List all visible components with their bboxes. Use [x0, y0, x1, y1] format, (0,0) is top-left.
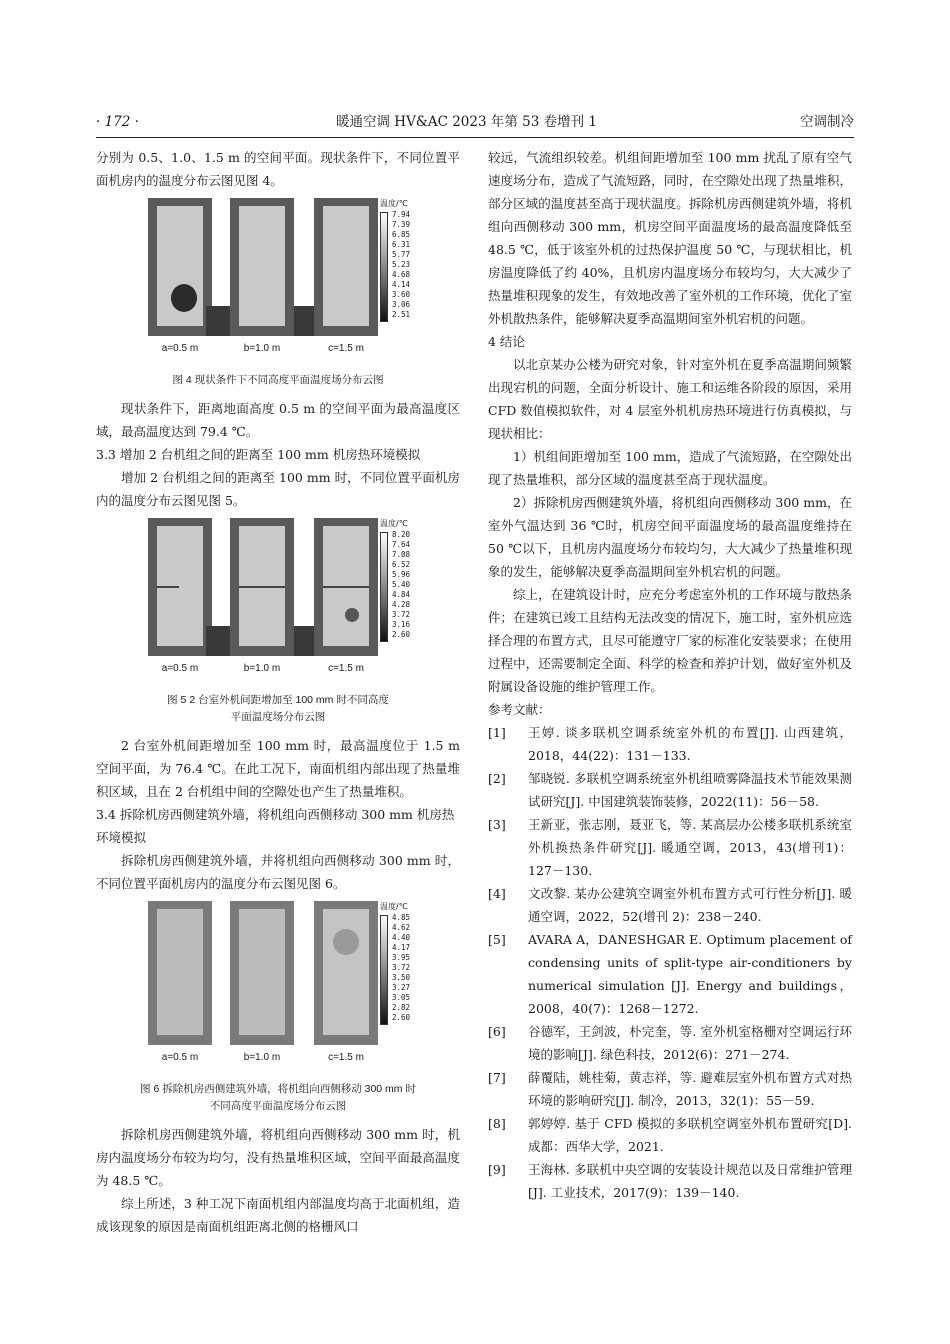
- left-column: [96, 146, 460, 1238]
- temperature-legend: [380, 518, 440, 639]
- legend-value: 7.39: [392, 220, 411, 229]
- panel-label: a=0.5 m: [161, 343, 199, 354]
- contour-panel-a: [148, 518, 212, 656]
- warm-spot: [333, 929, 359, 955]
- room-recess: [206, 306, 232, 336]
- paragraph: 综上，在建筑设计时，应充分考虑室外机的工作环境与散热条件；在建筑已竣工且结构无法改变的情况下，施工时，室外机应选择合理的布置方式，且尽可能遵守厂家的标准化安装要求；在使用过程中，还需要制定全面、科学的检查和养护计划，做好室外机及附属设备设施的维护管理工作。: [488, 587, 852, 694]
- legend-value: 3.27: [392, 983, 411, 992]
- legend-value: 5.96: [392, 570, 411, 579]
- paragraph: 综上所述，3 种工况下南面机组内部温度均高于北面机组，造成该现象的原因是南面机组距离北侧的格栅风口: [96, 1196, 460, 1234]
- legend-colorbar: [380, 532, 388, 642]
- reference-item: [488, 767, 852, 813]
- legend-value: 3.05: [392, 993, 411, 1002]
- temperature-legend: [380, 198, 440, 319]
- legend-value: 7.64: [392, 540, 411, 549]
- contour-panel-c: [314, 901, 378, 1045]
- legend-value: 3.06: [392, 300, 411, 309]
- legend-value: 3.16: [392, 620, 411, 629]
- reference-number: [6]: [488, 1024, 506, 1039]
- legend-value: 5.40: [392, 580, 411, 589]
- panel-label: c=1.5 m: [328, 343, 364, 354]
- figure-5: [148, 518, 411, 690]
- section-name: 空调制冷: [800, 114, 854, 130]
- legend-value: 3.50: [392, 973, 411, 982]
- reference-item: [488, 1158, 852, 1204]
- legend-value: 3.72: [392, 610, 411, 619]
- figure-caption: [96, 692, 460, 726]
- contour-panel-b: [230, 518, 294, 656]
- references-heading: 参考文献：: [488, 702, 551, 717]
- paragraph: 1）机组间距增加至 100 mm，造成了气流短路，在空隙处出现了热量堆积，部分区域的温度甚至高于现状温度。: [488, 449, 852, 487]
- journal-title: 暖通空调 HV&AC 2023 年第 53 卷增刊 1: [336, 114, 597, 130]
- panel-label: a=0.5 m: [161, 1052, 199, 1063]
- contour-field: [157, 526, 203, 646]
- figure-6: [148, 901, 411, 1079]
- caption-line: 平面温度场分布云图: [230, 711, 326, 723]
- warm-spot: [345, 608, 359, 622]
- contour-panel-b: [230, 198, 294, 336]
- legend-value: 7.94: [392, 210, 411, 219]
- legend-value: 4.84: [392, 590, 411, 599]
- legend-value: 2.60: [392, 1013, 411, 1022]
- reference-text: 谷德军，王剑波，朴完奎，等. 室外机室格栅对空调运行环境的影响[J]. 绿色科技，2012(6)：271－274.: [528, 1024, 852, 1062]
- room-recess: [294, 626, 316, 656]
- reference-item: [488, 813, 852, 882]
- reference-text: 邹晓锐. 多联机空调系统室外机组喷雾降温技术节能效果测试研究[J]. 中国建筑装饰装修，2022(11)：56－58.: [528, 771, 852, 809]
- legend-value: 6.31: [392, 240, 411, 249]
- paragraph: 2 台室外机间距增加至 100 mm 时，最高温度位于 1.5 m 空间平面，为 76.4 ℃。在此工况下，南面机组内部出现了热量堆积区域，且在 2 台机组中间的空隙处也产生了热量堆积。: [96, 738, 460, 799]
- caption-line: 图 5 2 台室外机间距增加至 100 mm 时不同高度: [167, 694, 389, 706]
- legend-value: 4.68: [392, 270, 411, 279]
- paragraph: 现状条件下，距离地面高度 0.5 m 的空间平面为最高温度区域，最高温度达到 79.4 ℃。: [96, 401, 460, 439]
- reference-number: [7]: [488, 1070, 506, 1085]
- paragraph: 增加 2 台机组之间的距离至 100 mm 时，不同位置平面机房内的温度分布云图见图 5。: [96, 470, 460, 508]
- legend-value: 2.82: [392, 1003, 411, 1012]
- figure-4: [148, 198, 411, 370]
- contour-panel-a: [148, 198, 212, 336]
- page-number: · 172 ·: [96, 114, 139, 130]
- figure-caption: 图 4 现状条件下不同高度平面温度场分布云图: [172, 374, 384, 386]
- section-heading: 3.3 增加 2 台机组之间的距离至 100 mm 机房热环境模拟: [96, 447, 421, 462]
- paragraph: 拆除机房西侧建筑外墙，将机组向西侧移动 300 mm 时，机房内温度场分布较为均匀，没有热量堆积区域，空间平面最高温度为 48.5 ℃。: [96, 1127, 460, 1188]
- reference-number: [5]: [488, 932, 506, 947]
- legend-value: 4.14: [392, 280, 411, 289]
- reference-text: 王海林. 多联机中央空调的安装设计规范以及日常维护管理[J]. 工业技术，2017(9)：139－140.: [528, 1162, 852, 1200]
- legend-value: 4.40: [392, 933, 411, 942]
- legend-value: 6.85: [392, 230, 411, 239]
- contour-field: [239, 909, 285, 1035]
- reference-item: [488, 882, 852, 928]
- contour-panel-a: [148, 901, 212, 1045]
- paragraph: 以北京某办公楼为研究对象，针对室外机在夏季高温期间频繁出现宕机的问题，全面分析设计、施工和运维各阶段的原因，采用 CFD 数值模拟软件，对 4 层室外机机房热环境进行仿真模拟，与现状相比：: [488, 357, 852, 441]
- legend-value: 7.08: [392, 550, 411, 559]
- legend-value: 4.28: [392, 600, 411, 609]
- contour-field: [239, 206, 285, 326]
- contour-field: [323, 526, 369, 646]
- reference-number: [8]: [488, 1116, 506, 1131]
- paragraph: 拆除机房西侧建筑外墙，并将机组向西侧移动 300 mm 时，不同位置平面机房内的温度分布云图见图 6。: [96, 853, 460, 891]
- legend-value: 3.72: [392, 963, 411, 972]
- contour-field: [239, 526, 285, 646]
- unit-gap: [323, 586, 369, 588]
- unit-gap: [239, 586, 285, 588]
- unit-gap: [157, 586, 179, 588]
- hot-spot: [171, 284, 197, 312]
- legend-value: 6.52: [392, 560, 411, 569]
- panel-label: b=1.0 m: [243, 343, 281, 354]
- reference-number: [3]: [488, 817, 506, 832]
- reference-text: 郭婷婷. 基于 CFD 模拟的多联机空调室外机布置研究[D]. 成都：西华大学，2021.: [528, 1116, 852, 1154]
- contour-field: [323, 206, 369, 326]
- room-recess: [206, 626, 232, 656]
- temperature-legend: [380, 901, 440, 1022]
- panel-label: c=1.5 m: [328, 1052, 364, 1063]
- legend-value: 3.95: [392, 953, 411, 962]
- reference-text: 文改黎. 某办公建筑空调室外机布置方式可行性分析[J]. 暖通空调，2022，52(增刊 2)：238－240.: [528, 886, 852, 924]
- legend-value: 4.62: [392, 923, 411, 932]
- paragraph: 分别为 0.5、1.0、1.5 m 的空间平面。现状条件下，不同位置平面机房内的温度分布云图见图 4。: [96, 150, 460, 188]
- contour-field: [157, 206, 203, 326]
- panel-label: b=1.0 m: [243, 1052, 281, 1063]
- caption-line: 图 6 拆除机房西侧建筑外墙，将机组向西侧移动 300 mm 时: [140, 1083, 416, 1095]
- reference-text: 薛覆陆，姚桂菊，黄志祥，等. 避难层室外机布置方式对热环境的影响研究[J]. 制冷，2013，32(1)：55－59.: [528, 1070, 852, 1108]
- section-heading: 4 结论: [488, 334, 525, 349]
- legend-title: 温度/℃: [380, 519, 408, 528]
- reference-item: [488, 1112, 852, 1158]
- contour-panel-c: [314, 198, 378, 336]
- panel-label: b=1.0 m: [243, 663, 281, 674]
- running-header: [96, 112, 854, 138]
- right-column: [488, 146, 852, 1204]
- panel-label: a=0.5 m: [161, 663, 199, 674]
- reference-item: [488, 928, 852, 1020]
- section-heading: 3.4 拆除机房西侧建筑外墙，将机组向西侧移动 300 mm 机房热环境模拟: [96, 807, 455, 845]
- reference-number: [4]: [488, 886, 506, 901]
- legend-colorbar: [380, 915, 388, 1025]
- reference-text: 王新亚，张志刚，聂亚飞，等. 某高层办公楼多联机系统室外机换热条件研究[J]. 暖通空调，2013，43(增刊1)：127－130.: [528, 817, 852, 878]
- legend-title: 温度/℃: [380, 902, 408, 911]
- legend-value: 5.77: [392, 250, 411, 259]
- contour-panel-c: [314, 518, 378, 656]
- figure-caption: [96, 1081, 460, 1115]
- legend-value: 2.51: [392, 310, 411, 319]
- reference-number: [2]: [488, 771, 506, 786]
- reference-text: AVARA A，DANESHGAR E. Optimum placement of condensing units of split-type air-conditioners by numerical simulation [J]. Energy and buildings，2008，40(7)：1268－1272.: [528, 932, 852, 1016]
- reference-item: [488, 1020, 852, 1066]
- paragraph: 较远，气流组织较差。机组间距增加至 100 mm 扰乱了原有空气速度场分布，造成了气流短路，同时，在空隙处出现了热量堆积，部分区域的温度甚至高于现状温度。拆除机房西侧建筑外墙，将机组向西侧移动 300 mm，机房空间平面温度场的最高温度降低至 48.5 ℃，低于该室外机的过热保护温度 50 ℃，与现状相比，机房温度降低了约 40%，且机房内温度场分布较均匀，大大减少了热量堆积现象的发生，有效地改善了室外机的工作环境，优化了室外机散热条件，能够解决夏季高温期间室外机宕机的问题。: [488, 150, 852, 326]
- panel-label: c=1.5 m: [328, 663, 364, 674]
- contour-field: [323, 909, 369, 1035]
- legend-value: 2.60: [392, 630, 411, 639]
- legend-value: 5.23: [392, 260, 411, 269]
- legend-value: 8.20: [392, 530, 411, 539]
- reference-number: [9]: [488, 1162, 506, 1177]
- caption-line: 不同高度平面温度场分布云图: [209, 1100, 347, 1112]
- legend-title: 温度/℃: [380, 199, 408, 208]
- reference-item: [488, 721, 852, 767]
- legend-value: 4.85: [392, 913, 411, 922]
- reference-number: [1]: [488, 725, 506, 740]
- reference-text: 王婷. 谈多联机空调系统室外机的布置[J]. 山西建筑，2018，44(22)：131－133.: [528, 725, 852, 763]
- paragraph: 2）拆除机房西侧建筑外墙，将机组向西侧移动 300 mm，在室外气温达到 36 ℃时，机房空间平面温度场的最高温度维持在 50 ℃以下，且机房内温度场分布较均匀，大大减少了热量堆积现象的发生，能够解决夏季高温期间室外机宕机的问题。: [488, 495, 852, 579]
- reference-item: [488, 1066, 852, 1112]
- legend-value: 3.60: [392, 290, 411, 299]
- contour-panel-b: [230, 901, 294, 1045]
- room-recess: [294, 306, 316, 336]
- contour-field: [157, 909, 203, 1035]
- legend-colorbar: [380, 212, 388, 322]
- legend-value: 4.17: [392, 943, 411, 952]
